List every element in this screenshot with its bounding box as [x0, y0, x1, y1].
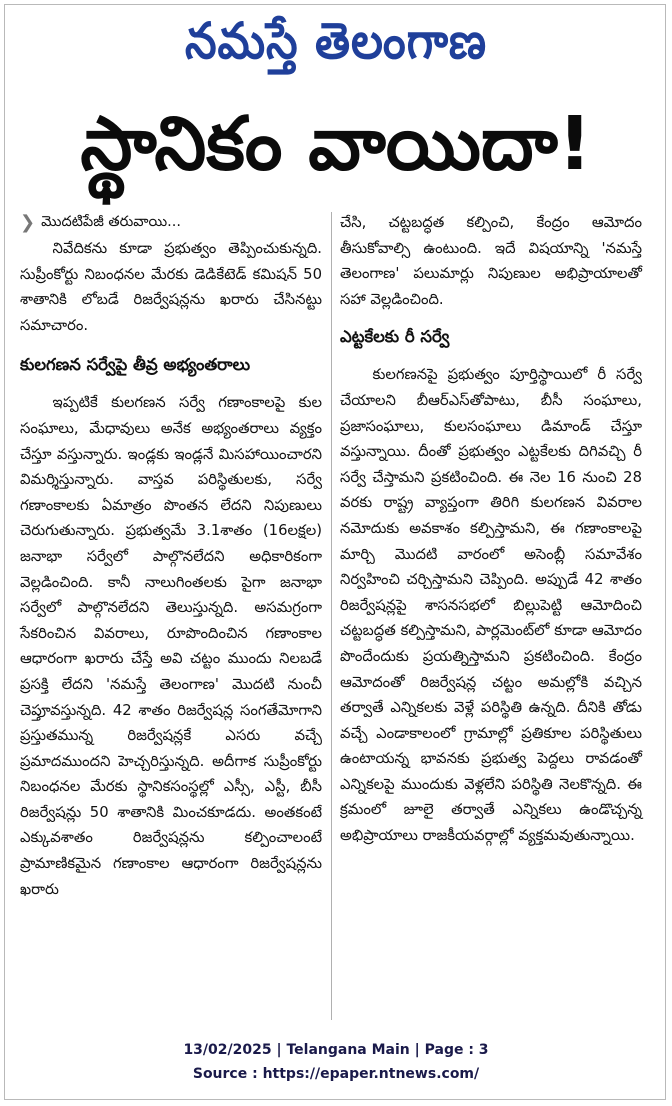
- section-subhead: కులగణన సర్వేపై తీవ్ర అభ్యంతరాలు: [20, 355, 251, 375]
- continuation-line: [20, 210, 322, 236]
- left-column: [20, 210, 322, 902]
- footer-dateline: 13/02/2025 | Telangana Main | Page : 3: [183, 1042, 489, 1058]
- article-headline: స్థానికం వాయిదా!: [80, 101, 592, 187]
- paragraph: ఇప్పటికే కులగణన సర్వే గణాంకాలపై కుల సంఘాలు, మేధావులు అనేక అభ్యంతరాలు వ్యక్తం చేస్తూ వస్తున్నారు. ఇండ్లకు ఇండ్లనే మిసహాయించారని విమర్శిస్తున్నారు. వాస్తవ పరిస్థితులకు, సర్వే గణాంకాలకు ఏమాత్రం పొంతన లేదని నిపుణులు చెరుగుతున్నారు. ప్రభుత్వమే 3.1శాతం (16లక్షల) జనాభా సర్వేలో పాల్గొనలేదని అధికారికంగా వెల్లడించింది. కానీ నాలుగింతలకు పైగా జనాభా సర్వేలో పాల్గొనలేదని తెలుస్తున్నది. అసమగ్రంగా సేకరించిన వివరాలు, రూపొందించిన గణాంకాల ఆధారంగా ఖరారు చేస్తే అవి చట్టం ముందు నిలబడే ప్రసక్తి లేదని 'నమస్తే తెలంగాణ' మొదటి నుంచీ చెప్తూవస్తున్నది. 42 శాతం రిజర్వేషన్ల సంగతేమోగాని ప్రస్తుతమున్న రిజర్వేషన్లకే ఎసరు వచ్చే ప్రమాదముందని హెచ్చరిస్తున్నది. అదీగాక సుప్రీంకోర్టు నిబంధనల మేరకు స్థానికసంస్థల్లో ఎస్సీ, ఎస్టీ, బీసీ రిజర్వేషన్లు 50 శాతానికి మించకూడదు. అంతకంటే ఎక్కువశాతం రిజర్వేషన్లను కల్పించాలంటే ప్రామాణికమైన గణాంకాల ఆధారంగా రిజర్వేషన్లను ఖరారు: [20, 394, 322, 898]
- continuation-text: మొదటిపేజీ తరువాయి...: [41, 214, 181, 231]
- right-column: [340, 210, 642, 849]
- section-subhead: ఎట్టకేలకు రీ సర్వే: [340, 327, 450, 347]
- column-divider: [331, 212, 332, 1020]
- footer-source: Source : https://epaper.ntnews.com/: [192, 1066, 480, 1082]
- chevron-right-icon: ❯: [20, 212, 36, 234]
- paragraph: నివేదికను కూడా ప్రభుత్వం తెప్పించుకున్నది. సుప్రీంకోర్టు నిబంధనల మేరకు డెడికేటెడ్ కమిషన్ 50 శాతానికి లోబడే రిజర్వేషన్లను ఖరారు చేసినట్టు సమాచారం.: [20, 240, 322, 334]
- paragraph: చేసి, చట్టబద్ధత కల్పించి, కేంద్రం ఆమోదం తీసుకోవాల్సి ఉంటుంది. ఇదే విషయాన్ని 'నమస్తే తెలంగాణ' పలుమార్లు నిపుణుల అభిప్రాయాలతో సహా వెల్లడించింది.: [340, 214, 642, 308]
- paragraph: కులగణనపై ప్రభుత్వం పూర్తిస్థాయిలో రీ సర్వే చేయాలని బీఆర్ఎస్‌తోపాటు, బీసీ సంఘాలు, ప్రజాసంఘాలు, కులసంఘాలు డిమాండ్ చేస్తూ వస్తున్నాయి. దీంతో ప్రభుత్వం ఎట్టకేలకు దిగివచ్చి రీ సర్వే చేస్తామని ప్రకటించింది. ఈ నెల 16 నుంచి 28 వరకు రాష్ట్ర వ్యాప్తంగా తిరిగి కులగణన వివరాల నమోదుకు అవకాశం కల్పిస్తామని, ఈ గణాంకాలపై మార్చి మొదటి వారంలో అసెంబ్లీ సమావేశం నిర్వహించి చర్చిస్తామని చెప్పింది. అప్పుడే 42 శాతం రిజర్వేషన్లపై శాసనసభలో బిల్లుపెట్టి ఆమోదించి చట్టబద్ధత కల్పిస్తామని, పార్లమెంట్‌లో కూడా ఆమోదం పొందేందుకు ప్రయత్నిస్తామని ప్రకటించింది. కేంద్రం ఆమోదంతో రిజర్వేషన్ల చట్టం అమల్లోకి వచ్చిన తర్వాతే ఎన్నికలకు వెళ్లే పరిస్థితి ఉన్నది. దీనికి తోడు వచ్చే ఎండాకాలంలో గ్రామాల్లో ప్రతికూల పరిస్థితులు ఉంటాయన్న భావనకు ప్రభుత్వ పెద్దలు రావడంతో ఎన్నికలపై ముందుకు వెళ్లలేని పరిస్థితి నెలకొన్నది. ఈ క్రమంలో జూలై తర్వాతే ఎన్నికలు ఉండొచ్చన్న అభిప్రాయాలు రాజకీయవర్గాల్లో వ్యక్తమవుతున్నాయి.: [340, 366, 642, 845]
- newspaper-masthead: నమస్తే తెలంగాణ: [184, 12, 488, 70]
